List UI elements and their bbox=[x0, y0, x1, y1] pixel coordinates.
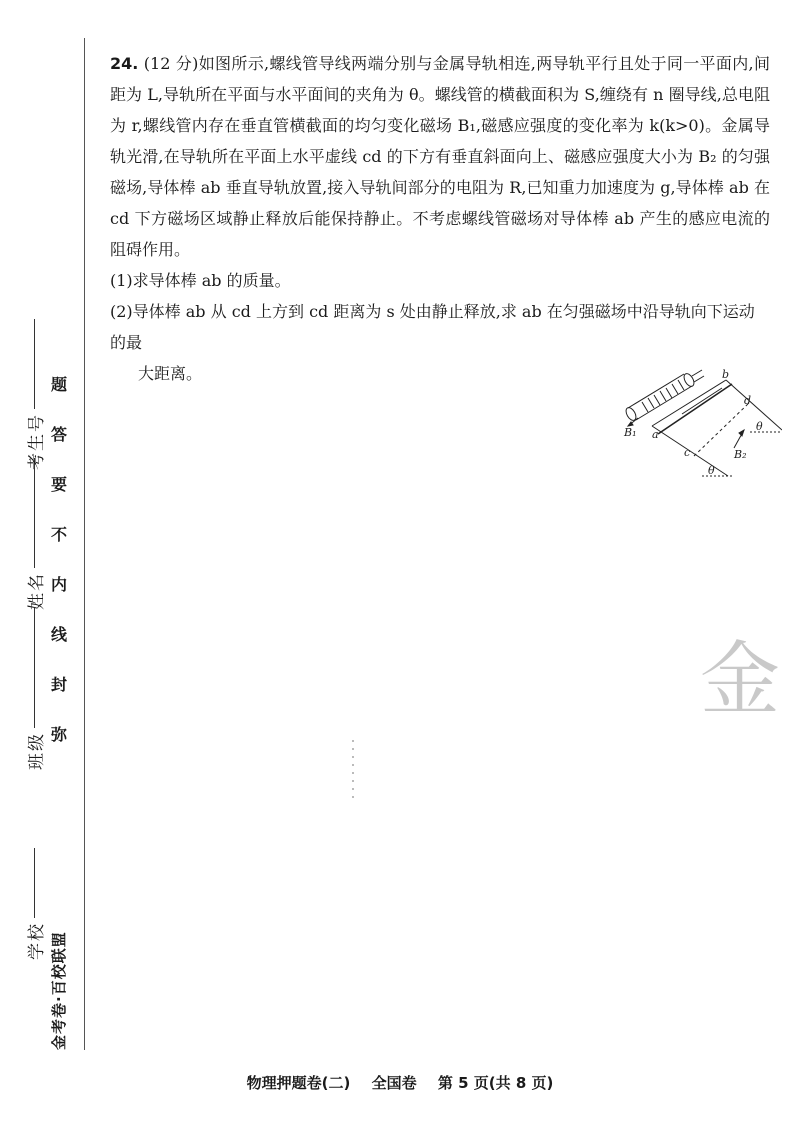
question-stem bbox=[110, 48, 770, 265]
exam-no-field bbox=[22, 319, 47, 470]
label-d: d bbox=[744, 394, 752, 407]
sub-question-2-cont: 大距离。 bbox=[138, 364, 203, 383]
alliance-brand: 金考卷·百校联盟 bbox=[50, 931, 68, 1050]
label-theta-upper: θ bbox=[756, 420, 763, 433]
sub-question-1: (1)求导体棒 ab 的质量。 bbox=[110, 271, 291, 290]
seal-notice bbox=[46, 360, 72, 760]
seal-char: 线 bbox=[50, 625, 67, 644]
name-label: 姓名 bbox=[27, 572, 47, 610]
seal-char: 封 bbox=[50, 675, 67, 694]
seal-char: 题 bbox=[50, 375, 67, 394]
seal-char: 要 bbox=[50, 475, 67, 494]
class-label: 班级 bbox=[27, 732, 47, 770]
scan-dots bbox=[352, 740, 354, 800]
school-label: 学校 bbox=[27, 922, 47, 960]
seal-char: 内 bbox=[50, 575, 67, 594]
question-24 bbox=[110, 48, 770, 389]
watermark-logo: 金 bbox=[700, 633, 780, 725]
school-field bbox=[22, 848, 47, 960]
class-field bbox=[22, 608, 47, 770]
label-b: b bbox=[722, 368, 730, 381]
label-b1: B₁ bbox=[624, 426, 637, 439]
name-field bbox=[22, 458, 47, 610]
label-b2: B₂ bbox=[734, 448, 747, 461]
solenoid bbox=[624, 370, 704, 422]
seal-char: 不 bbox=[50, 525, 67, 544]
sub-question-2: (2)导体棒 ab 从 cd 上方到 cd 距离为 s 处由静止释放,求 ab 在匀强磁场中沿导轨向下运动的最 bbox=[110, 302, 755, 352]
exam-no-label: 考生号 bbox=[27, 413, 47, 470]
question-text: (12 分)如图所示,螺线管导线两端分别与金属导轨相连,两导轨平行且处于同一平面内,间距为 L,导轨所在平面与水平面间的夹角为 θ。螺线管的横截面积为 S,缠绕有 n 圈导线,总电阻为 r,螺线管内存在垂直管横截面的均匀变化磁场 B₁,磁感应强度的变化率为 k(k>0)。金属导轨光滑,在导轨所在平面上水平虚线 cd 的下方有垂直斜面向上、磁感应强度大小为 B₂ 的匀强磁场,导体棒 ab 垂直导轨放置,接入导轨间部分的电阻为 R,已知重力加速度为 g,导体棒 ab 在 cd 下方磁场区域静止释放后能保持静止。不考虑螺线管磁场对导体棒 ab 产生的感应电流的阻碍作用。 bbox=[110, 54, 770, 259]
question-number: 24. bbox=[110, 54, 139, 73]
seal-char: 答 bbox=[50, 425, 67, 444]
binding-line bbox=[84, 38, 85, 1050]
label-c: c bbox=[684, 446, 691, 459]
rod-ab bbox=[658, 384, 732, 434]
page-footer bbox=[0, 1072, 800, 1093]
footer-title: 物理押题卷(二) bbox=[246, 1074, 351, 1092]
binding-margin bbox=[0, 0, 86, 1131]
footer-page: 第 5 页(共 8 页) bbox=[437, 1074, 554, 1092]
label-theta-lower: θ bbox=[708, 464, 715, 477]
seal-char: 弥 bbox=[50, 725, 67, 744]
solenoid-rail-diagram bbox=[622, 352, 782, 482]
footer-scope: 全国卷 bbox=[371, 1074, 417, 1092]
label-a: a bbox=[652, 428, 659, 441]
